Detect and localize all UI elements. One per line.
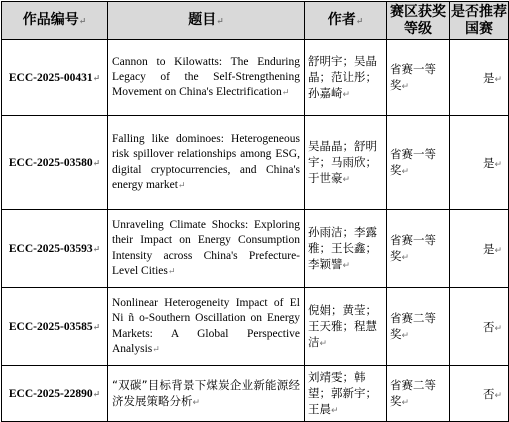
cell-id: ECC-2025-03580↵ [2,116,108,210]
cell-recommend: 是↵ [450,116,509,210]
cell-id: ECC-2025-03593↵ [2,210,108,288]
header-id: 作品编号↵ [2,2,108,40]
cell-authors: 刘靖雯；韩望；郭新宇；王晨↵ [305,366,387,422]
table-row [2,366,509,422]
table-row [2,116,509,210]
header-authors: 作者↵ [305,2,387,40]
cell-recommend: 是↵ [450,40,509,116]
header-title: 题目↵ [108,2,305,40]
cell-authors: 倪娟；黄莹；王天雅；程慧洁↵ [305,288,387,366]
cell-id: ECC-2025-03585↵ [2,288,108,366]
table-row [2,210,509,288]
header-award: 赛区获奖等级 [387,2,450,40]
table-row [2,40,509,116]
cell-title: “双碳”目标背景下煤炭企业新能源经济发展策略分析↵ [108,366,305,422]
cell-authors: 孙雨洁；李露雅；王长鑫；李颖譬↵ [305,210,387,288]
cell-authors: 舒明宇；吴晶晶；范让彤；孙嘉崎↵ [305,40,387,116]
cell-recommend: 否↵ [450,288,509,366]
cell-award: 省赛二等奖↵ [387,366,450,422]
award-table [1,1,509,422]
cell-authors: 吴晶晶；舒明宇；马雨欣；于世豪↵ [305,116,387,210]
cell-title: Unraveling Climate Shocks: Exploring their Impact on Energy Consumption Intensity across China's Prefecture-Level Cities↵ [108,210,305,288]
table-row [2,288,509,366]
cell-recommend: 否↵ [450,366,509,422]
cell-award: 省赛一等奖↵ [387,210,450,288]
cell-recommend: 是↵ [450,210,509,288]
cell-title: Cannon to Kilowatts: The Enduring Legacy of the Self-Strengthening Movement on China's Electrification↵ [108,40,305,116]
cell-title: Nonlinear Heterogeneity Impact of El Ni ñ o-Southern Oscillation on Energy Markets: A Global Perspective Analysis↵ [108,288,305,366]
cell-award: 省赛一等奖↵ [387,40,450,116]
header-recommend: 是否推荐国赛 [450,2,509,40]
cell-id: ECC-2025-00431↵ [2,40,108,116]
cell-title: Falling like dominoes: Heterogeneous risk spillover relationships among ESG, digital cryptocurrencies, and China's energy market↵ [108,116,305,210]
cell-award: 省赛二等奖↵ [387,288,450,366]
cell-award: 省赛一等奖↵ [387,116,450,210]
cell-id: ECC-2025-22890↵ [2,366,108,422]
header-row [2,2,509,40]
